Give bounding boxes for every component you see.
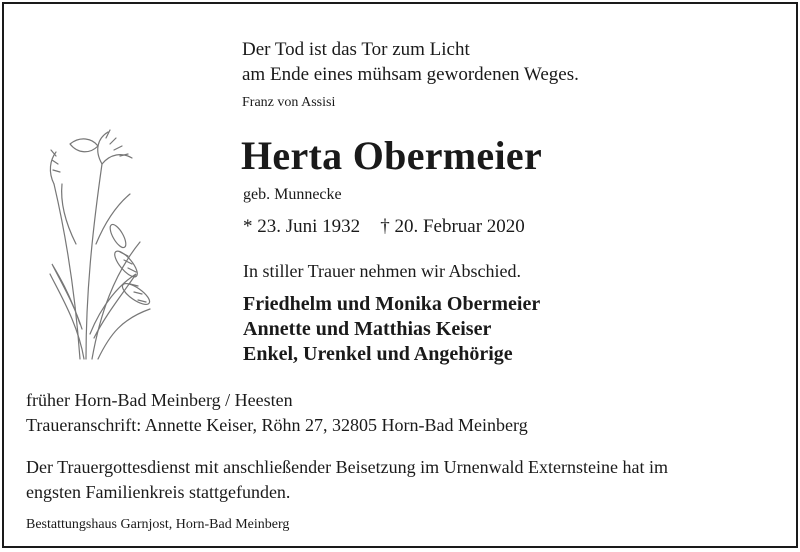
maiden-name: geb. Munnecke: [243, 186, 342, 203]
mourner-line: Enkel, Urenkel und Angehörige: [243, 343, 513, 365]
farewell-line: In stiller Trauer nehmen wir Abschied.: [243, 261, 521, 281]
service-line-2: engsten Familienkreis stattgefunden.: [26, 482, 291, 502]
mourning-address: Traueranschrift: Annette Keiser, Röhn 27, 32805 Horn-Bad Meinberg: [26, 415, 528, 435]
life-dates: [243, 217, 525, 236]
birth-date: * 23. Juni 1932: [243, 216, 361, 237]
mourner-line: Friedhelm und Monika Obermeier: [243, 293, 541, 315]
obituary-notice: [2, 2, 798, 548]
deceased-name: Herta Obermeier: [241, 133, 543, 178]
quote-line-1: Der Tod ist das Tor zum Licht: [242, 39, 470, 60]
quote-line-2: am Ende eines mühsam gewordenen Weges.: [242, 64, 579, 85]
mourner-line: Annette und Matthias Keiser: [243, 318, 492, 340]
wheat-grass-drawing-icon: [40, 124, 160, 364]
death-date: † 20. Februar 2020: [380, 216, 525, 237]
quote-author: Franz von Assisi: [242, 95, 336, 110]
former-residence: früher Horn-Bad Meinberg / Heesten: [26, 390, 293, 410]
funeral-home: Bestattungshaus Garnjost, Horn-Bad Meinberg: [26, 517, 290, 532]
service-line-1: Der Trauergottesdienst mit anschließender Beisetzung im Urnenwald Externsteine hat im: [26, 457, 669, 477]
